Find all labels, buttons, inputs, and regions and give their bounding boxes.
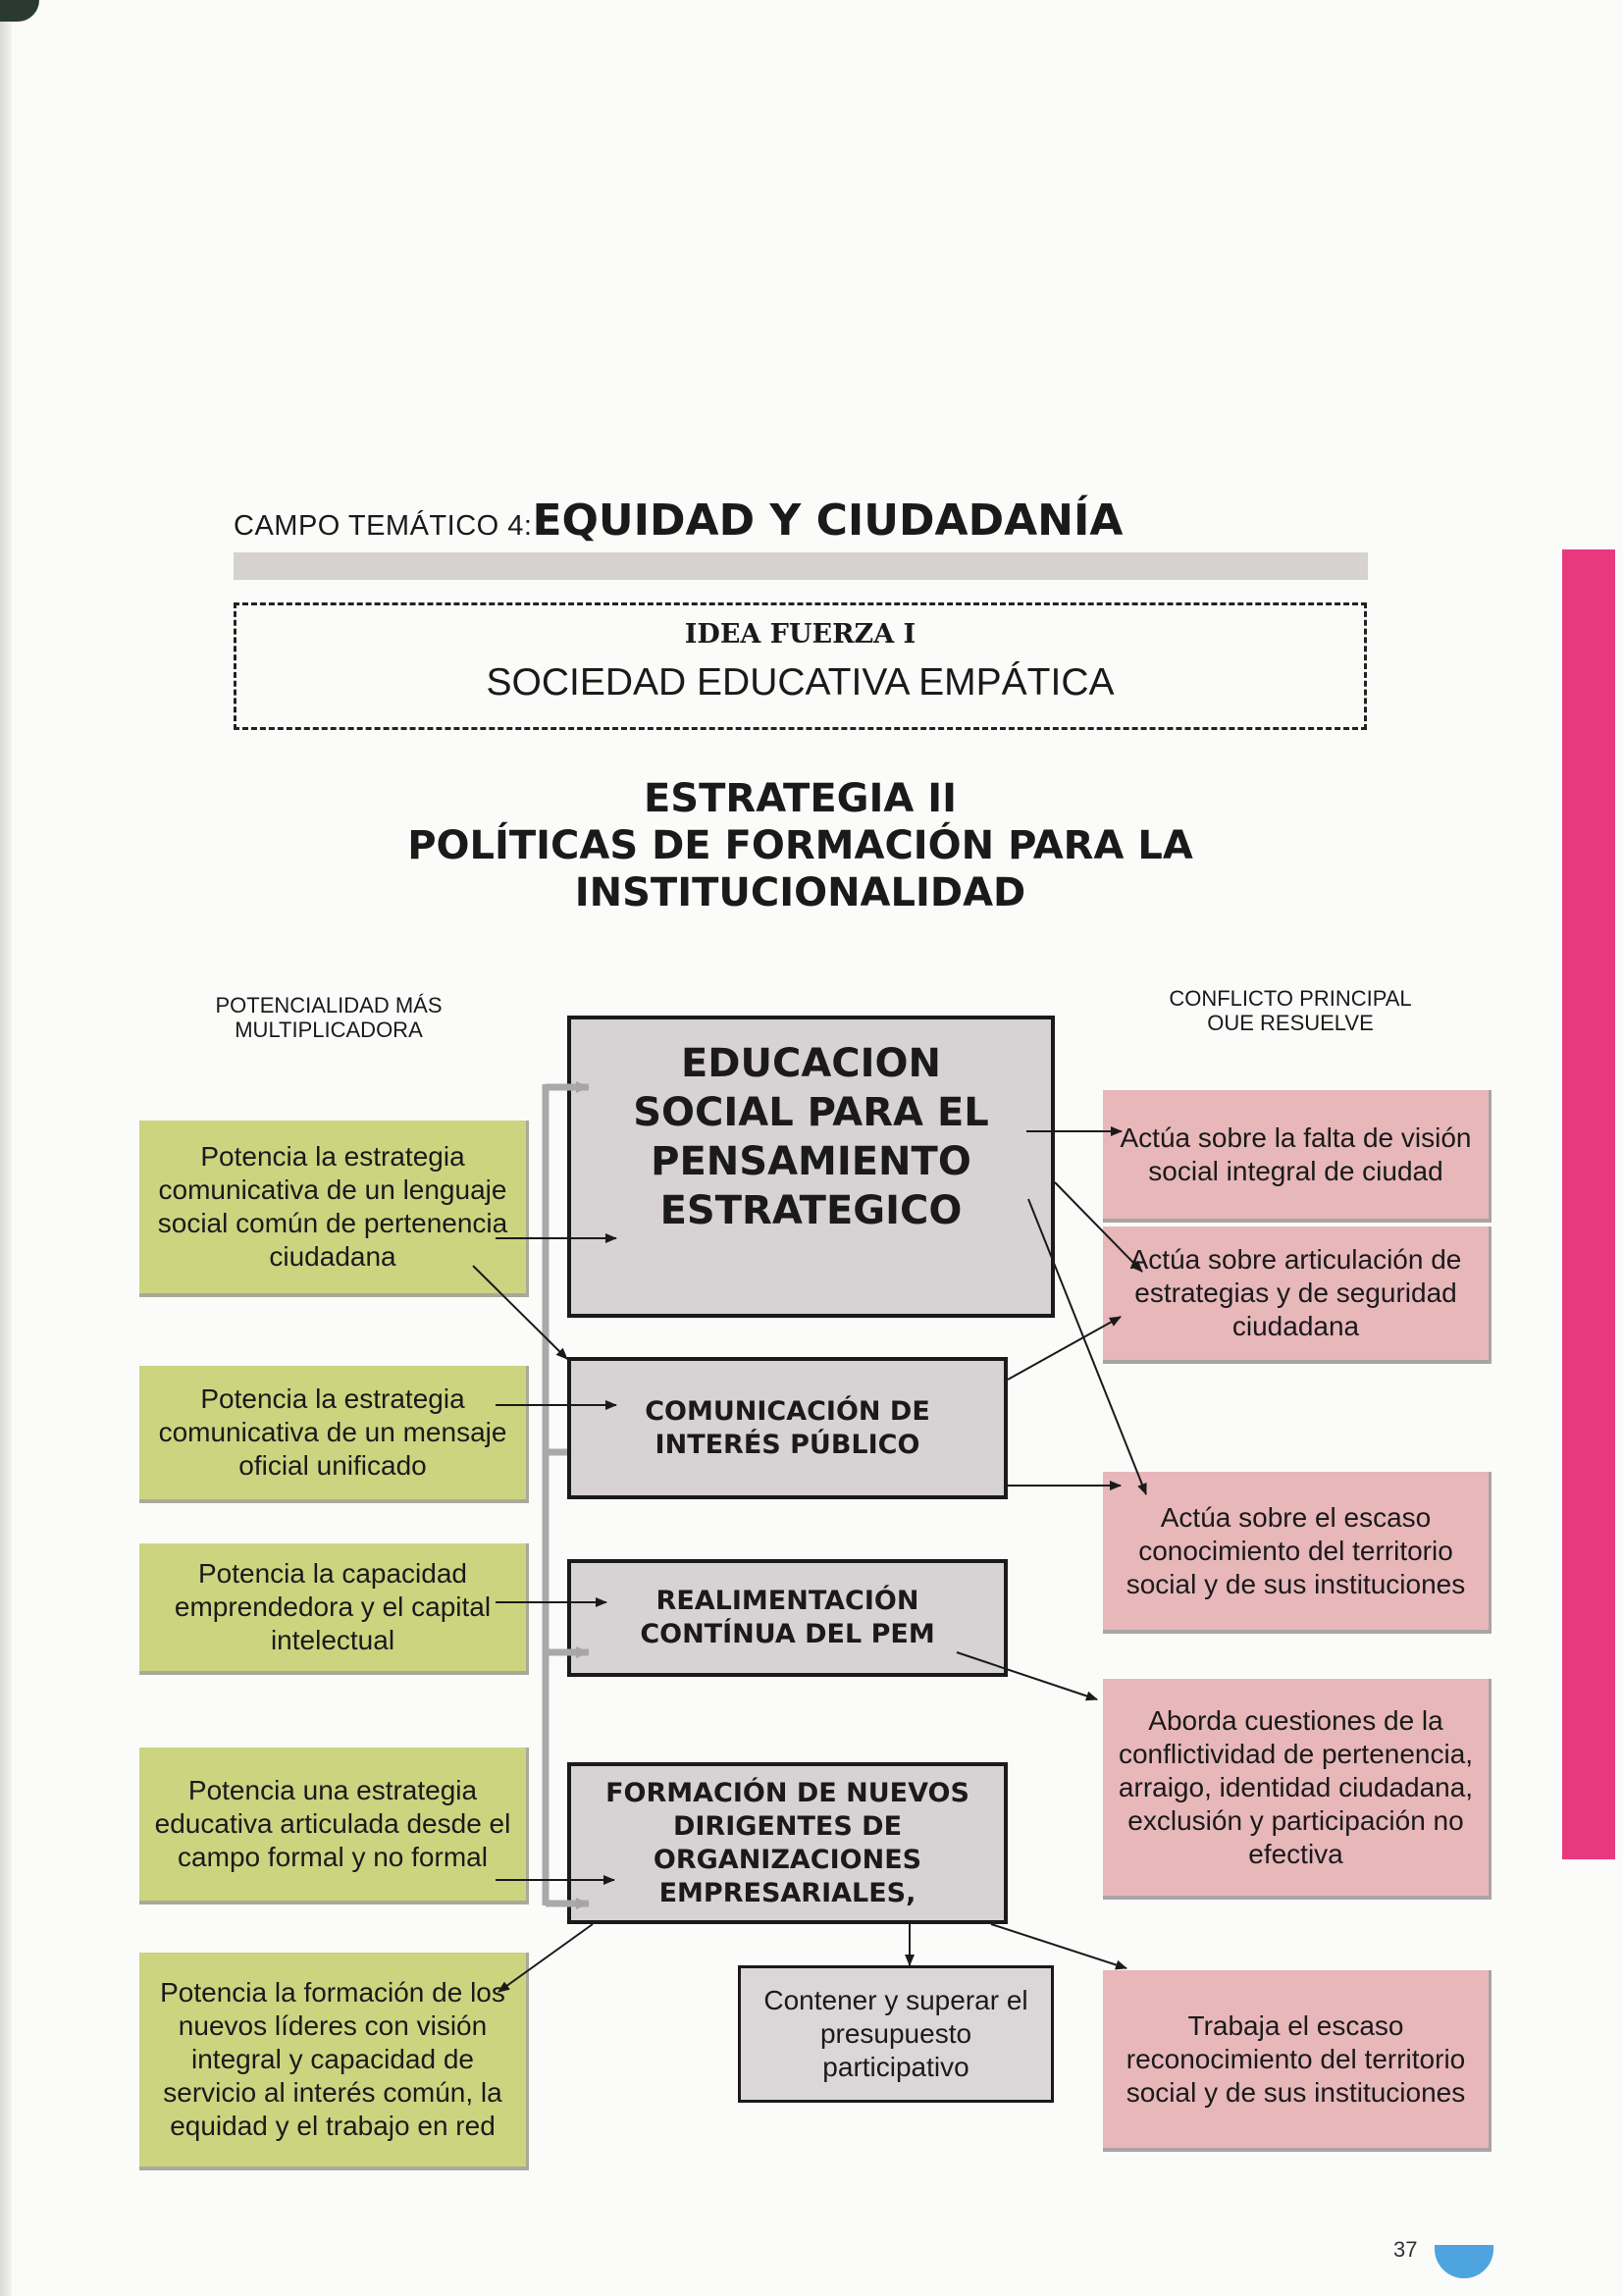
arrow-formacion-p5 (991, 1924, 1126, 1968)
conflicto-box-5 (1103, 1970, 1492, 2152)
strategy-title (234, 775, 1367, 916)
center-box-presupuesto-text: Contener y superar el presupuesto participativo (763, 1985, 1028, 2082)
right-heading-line-2: OUE RESUELVE (1207, 1011, 1374, 1035)
right-heading-line-1: CONFLICTO PRINCIPAL (1169, 986, 1412, 1011)
conflicto-text-4: Aborda cuestiones de la conflictividad de pertenencia, arraigo, identidad ciudadana, exclusión y participación no efectiva (1118, 1704, 1474, 1869)
strategy-line-3: INSTITUCIONALIDAD (574, 870, 1026, 915)
left-heading-line-2: MULTIPLICADORA (235, 1018, 423, 1042)
center-box-formacion (567, 1762, 1008, 1924)
center-box-formacion-text: FORMACIÓN DE NUEVOS DIRIGENTES DE ORGANIZACIONES EMPRESARIALES, (605, 1777, 969, 1908)
potencial-text-4: Potencia una estrategia educativa articulada desde el campo formal y no formal (154, 1775, 511, 1872)
left-column-heading (167, 993, 491, 1042)
header-underline (234, 552, 1368, 580)
page-header (234, 496, 1372, 552)
conflicto-text-2: Actúa sobre articulación de estrategias y de seguridad ciudadana (1129, 1244, 1462, 1341)
conflicto-text-1: Actúa sobre la falta de visión social integral de ciudad (1120, 1122, 1472, 1186)
header-title: EQUIDAD Y CIUDADANÍA (532, 496, 1124, 546)
page-badge (1435, 2245, 1493, 2278)
page-number: 37 (1393, 2237, 1418, 2262)
left-heading-line-1: POTENCIALIDAD MÁS (215, 993, 443, 1018)
center-box-realimentacion-text: REALIMENTACIÓN CONTÍNUA DEL PEM (640, 1586, 935, 1649)
idea-box (234, 602, 1367, 730)
conflicto-box-1 (1103, 1090, 1492, 1223)
idea-label: IDEA FUERZA I (684, 619, 916, 650)
potencial-text-1: Potencia la estrategia comunicativa de un lenguaje social común de pertenencia ciudadana (157, 1141, 508, 1272)
section-tab (1562, 549, 1615, 1859)
strategy-line-2: POLÍTICAS DE FORMACIÓN PARA LA (407, 823, 1193, 868)
header-label: CAMPO TEMÁTICO 4: (234, 510, 533, 542)
conflicto-box-3 (1103, 1472, 1492, 1634)
page-corner (0, 0, 39, 22)
conflicto-box-2 (1103, 1226, 1492, 1364)
center-box-realimentacion (567, 1559, 1008, 1677)
potencial-box-5 (139, 1953, 529, 2170)
right-column-heading (1128, 986, 1452, 1035)
center-box-comunicacion (567, 1357, 1008, 1499)
center-box-comunicacion-text: COMUNICACIÓN DE INTERÉS PÚBLICO (645, 1395, 930, 1460)
potencial-text-2: Potencia la estrategia comunicativa de un mensaje oficial unificado (158, 1383, 507, 1481)
conflicto-text-5: Trabaja el escaso reconocimiento del territorio social y de sus instituciones (1126, 2009, 1466, 2108)
potencial-box-3 (139, 1543, 529, 1675)
conflicto-text-3: Actúa sobre el escaso conocimiento del territorio social y de sus instituciones (1126, 1501, 1466, 1599)
potencial-box-1 (139, 1121, 529, 1297)
potencial-text-5: Potencia la formación de los nuevos líderes con visión integral y capacidad de servicio al interés común, la equidad y el trabajo en red (160, 1977, 505, 2141)
idea-title: SOCIEDAD EDUCATIVA EMPÁTICA (486, 661, 1115, 704)
strategy-line-1: ESTRATEGIA II (643, 776, 958, 821)
conflicto-box-4 (1103, 1679, 1492, 1900)
center-main-text: EDUCACION SOCIAL PARA EL PENSAMIENTO ESTRATEGICO (633, 1041, 989, 1233)
potencial-box-2 (139, 1366, 529, 1503)
center-main-box (567, 1016, 1055, 1318)
page-edge (0, 0, 12, 2296)
potencial-text-3: Potencia la capacidad emprendedora y el capital intelectual (174, 1558, 492, 1655)
center-box-presupuesto (738, 1965, 1054, 2103)
potencial-box-4 (139, 1748, 529, 1905)
